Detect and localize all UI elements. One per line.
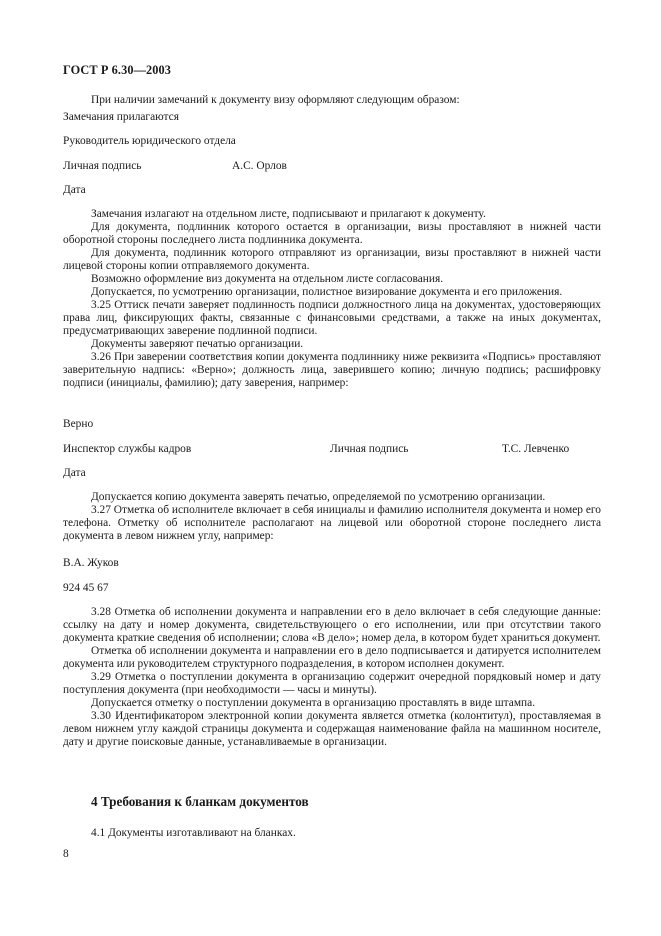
paragraph: 3.28 Отметка об исполнении документа и направлении его в дело включает в себя следующие данные: ссылку на дату и номер документа, свидетельствующего о его исполнении, или при отсутствии такого документа краткие сведения об исполнении; слова «В дело»; номер дела, в котором будет храниться документ. [63, 606, 601, 644]
visa-remarks-line: Замечания прилагаются [63, 111, 179, 123]
executor-name: В.А. Жуков [63, 557, 119, 569]
document-header: ГОСТ Р 6.30—2003 [63, 63, 171, 77]
cert-signer-name: Т.С. Левченко [502, 443, 570, 455]
visa-position-line: Руководитель юридического отдела [63, 135, 236, 147]
paragraph: Допускается, по усмотрению организации, полистное визирование документа и его приложения. [91, 286, 563, 298]
paragraph: 3.25 Оттиск печати заверяет подлинность подписи должностного лица на документах, удостоверяющих права лиц, фиксирующих факты, связанные с финансовыми средствами, а также на иных документах, предусматривающих заверение подлинной подписи. [63, 299, 601, 337]
paragraph: 3.29 Отметка о поступлении документа в организацию содержит очередной порядковый номер и дату поступления документа (при необходимости — часы и минуты). [63, 671, 601, 696]
paragraph: Документы заверяют печатью организации. [91, 338, 304, 350]
paragraph: Для документа, подлинник которого остается в организации, визы проставляют в нижней части оборотной стороны последнего листа подлинника документа. [63, 221, 601, 246]
cert-position: Инспектор службы кадров [63, 443, 192, 455]
section-heading: 4 Требования к бланкам документов [91, 794, 309, 809]
cert-signature-label: Личная подпись [330, 443, 409, 455]
text-block-b [63, 491, 601, 543]
paragraph: 3.26 При заверении соответствия копии документа подлиннику ниже реквизита «Подпись» проставляют заверительную надпись: «Верно»; должность лица, заверившего копию; личную подпись; расшифровку подписи (инициалы, фамилию); дату заверения, например: [63, 351, 601, 389]
paragraph: Отметка об исполнении документа и направлении его в дело подписывается и датируется исполнителем документа или руководителем структурного подразделения, в котором исполнен документ. [63, 645, 601, 670]
intro-paragraph: При наличии замечаний к документу визу оформляют следующим образом: [91, 94, 460, 106]
paragraph: Возможно оформление виз документа на отдельном листе согласования. [91, 273, 444, 285]
paragraph: Замечания излагают на отдельном листе, подписывают и прилагают к документу. [91, 208, 486, 220]
text-block-c [63, 606, 601, 749]
text-block-a [63, 208, 601, 390]
executor-phone: 924 45 67 [63, 582, 109, 594]
paragraph: 3.27 Отметка об исполнителе включает в себя инициалы и фамилию исполнителя документа и номер его телефона. Отметку об исполнителе располагают на лицевой или оборотной стороне последнего листа документа в левом нижнем углу, например: [63, 504, 601, 542]
paragraph: 3.30 Идентификатором электронной копии документа является отметка (колонтитул), проставляемая в левом нижнем углу каждой страницы документа и содержащая наименование файла на машинном носителе, дату и другие поисковые данные, устанавливаемые в организации. [63, 710, 601, 748]
visa-date-label: Дата [63, 184, 86, 196]
visa-signer-name: А.С. Орлов [232, 160, 287, 172]
visa-signature-label: Личная подпись [63, 160, 142, 172]
page-number: 8 [63, 848, 69, 860]
cert-date-label: Дата [63, 467, 86, 479]
section-paragraph: 4.1 Документы изготавливают на бланках. [91, 827, 296, 839]
paragraph: Допускается отметку о поступлении документа в организацию проставлять в виде штампа. [91, 697, 536, 709]
paragraph: Допускается копию документа заверять печатью, определяемой по усмотрению организации. [91, 491, 546, 503]
cert-verno-label: Верно [63, 418, 94, 430]
paragraph: Для документа, подлинник которого отправляют из организации, визы проставляют в нижней части лицевой стороны копии отправляемого документа. [63, 247, 601, 272]
